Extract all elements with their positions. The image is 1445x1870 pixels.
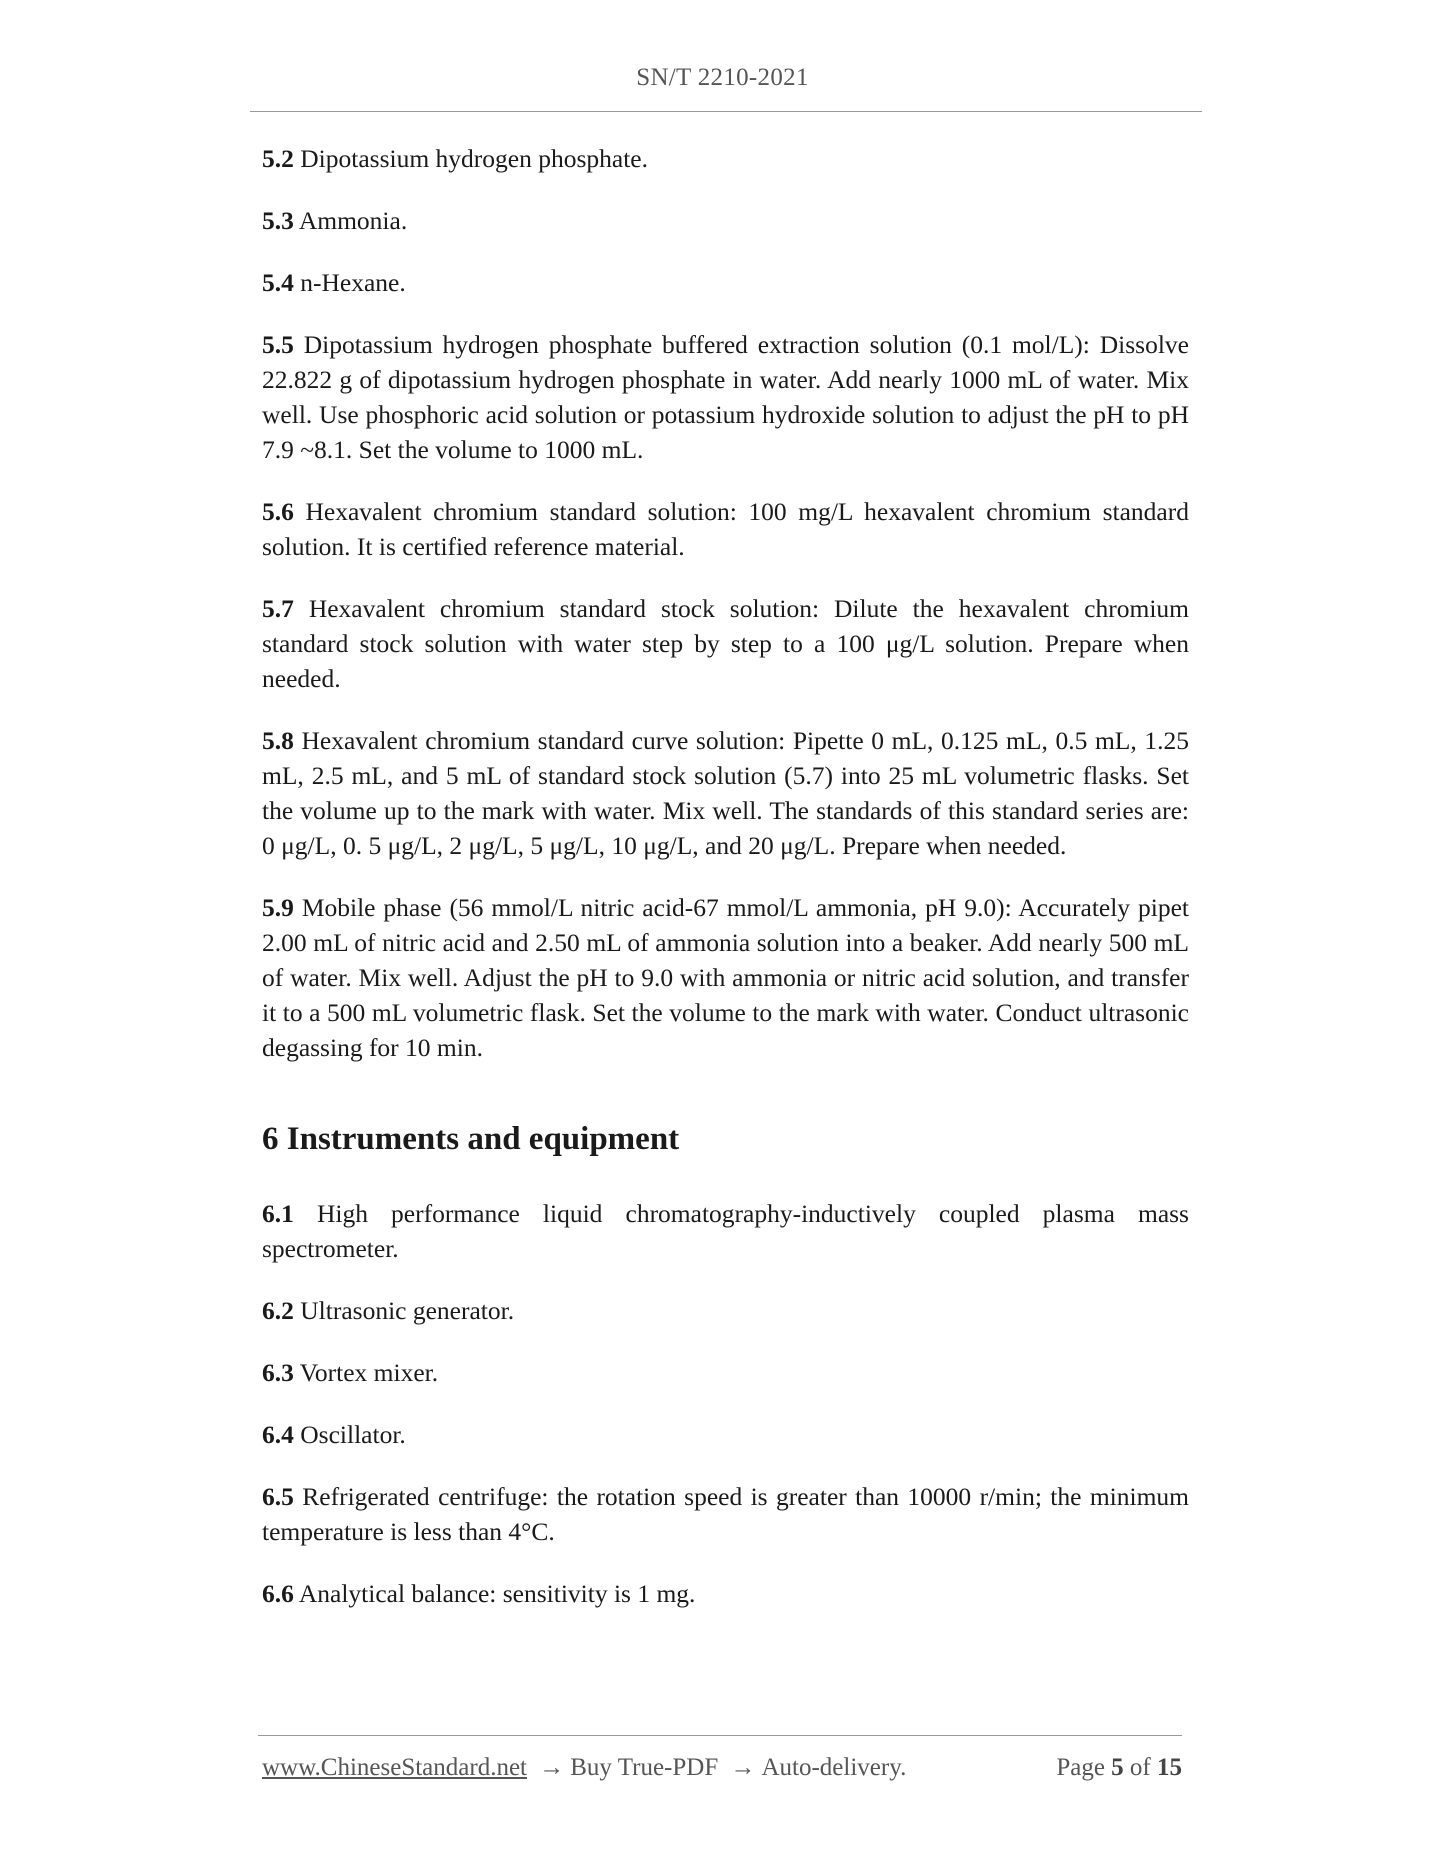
clause-number: 6.4 (262, 1420, 294, 1449)
clause-number: 5.6 (262, 497, 294, 526)
clause-text: Analytical balance: sensitivity is 1 mg. (293, 1579, 696, 1608)
clause-text: Refrigerated centrifuge: the rotation speed is greater than 10000 r/min; the minimum temperature is less than 4°C. (262, 1482, 1189, 1546)
clause-number: 6.3 (262, 1358, 294, 1387)
clause-number: 6.2 (262, 1296, 294, 1325)
arrow-right-icon: → (539, 1754, 565, 1781)
clause-text: Vortex mixer. (293, 1358, 439, 1387)
clause-number: 6.6 (262, 1579, 294, 1608)
clause-number: 5.4 (262, 268, 294, 297)
clause-5-4 (262, 265, 1189, 300)
clause-text: Oscillator. (293, 1420, 406, 1449)
clause-5-5 (262, 327, 1189, 467)
clause-text: Ultrasonic generator. (293, 1296, 515, 1325)
clause-5-6 (262, 494, 1189, 564)
clause-number: 5.2 (262, 144, 294, 173)
clause-text: n-Hexane. (293, 268, 406, 297)
page-label: Page (1056, 1754, 1105, 1781)
clause-text: Dipotassium hydrogen phosphate. (293, 144, 648, 173)
clause-5-7 (262, 591, 1189, 696)
clause-text: Hexavalent chromium standard curve solution: Pipette 0 mL, 0.125 mL, 0.5 mL, 1.25 mL, 2.5 mL, and 5 mL of standard stock solution (5.7) into 25 mL volumetric flasks. Set the volume up to the mark with water. Mix well. The standards of this standard series are: 0 μg/L, 0. 5 μg/L, 2 μg/L, 5 μg/L, 10 μg/L, and 20 μg/L. Prepare when needed. (262, 726, 1189, 860)
clause-number: 6.5 (262, 1482, 294, 1511)
footer-divider (258, 1735, 1182, 1736)
buy-pdf-text: Buy True-PDF (570, 1754, 719, 1781)
clause-5-9 (262, 890, 1189, 1065)
arrow-right-icon: → (730, 1754, 756, 1781)
clause-text: Hexavalent chromium standard stock solution: Dilute the hexavalent chromium standard stock solution with water step by step to a 100 μg/L solution. Prepare when needed. (262, 594, 1189, 693)
header-divider (250, 111, 1202, 112)
clause-6-1 (262, 1196, 1189, 1266)
clause-text: Dipotassium hydrogen phosphate buffered extraction solution (0.1 mol/L): Dissolve 22.822 g of dipotassium hydrogen phosphate in water. Add nearly 1000 mL of water. Mix well. Use phosphoric acid solution or potassium hydroxide solution to adjust the pH to pH 7.9 ~8.1. Set the volume to 1000 mL. (262, 330, 1189, 464)
clause-number: 5.7 (262, 594, 294, 623)
clause-number: 5.5 (262, 330, 294, 359)
website-link[interactable]: www.ChineseStandard.net (262, 1754, 527, 1781)
clause-number: 5.3 (262, 206, 294, 235)
section-heading: 6 Instruments and equipment (262, 1121, 680, 1157)
page-total: 15 (1157, 1754, 1182, 1781)
clause-5-2 (262, 141, 1189, 176)
clause-6-6 (262, 1576, 1189, 1611)
clause-number: 5.9 (262, 893, 294, 922)
page-of-label: of (1129, 1754, 1151, 1781)
footer-promo (262, 1754, 906, 1782)
auto-delivery-text: Auto-delivery. (761, 1754, 907, 1781)
clause-text: Ammonia. (293, 206, 408, 235)
page-indicator (1056, 1754, 1182, 1782)
clause-number: 6.1 (262, 1199, 294, 1228)
clause-text: Mobile phase (56 mmol/L nitric acid-67 mmol/L ammonia, pH 9.0): Accurately pipet 2.00 mL of nitric acid and 2.50 mL of ammonia solution into a beaker. Add nearly 500 mL of water. Mix well. Adjust the pH to 9.0 with ammonia or nitric acid solution, and transfer it to a 500 mL volumetric flask. Set the volume to the mark with water. Conduct ultrasonic degassing for 10 min. (262, 893, 1189, 1062)
clause-6-5 (262, 1479, 1189, 1549)
page-header: SN/T 2210-2021 (636, 64, 809, 91)
page-content (262, 141, 1189, 1638)
page-footer (262, 1754, 1182, 1782)
clause-6-4 (262, 1417, 1189, 1452)
clause-5-3 (262, 203, 1189, 238)
clause-6-3 (262, 1355, 1189, 1390)
clause-6-2 (262, 1293, 1189, 1328)
clause-5-8 (262, 723, 1189, 863)
clause-text: High performance liquid chromatography-inductively coupled plasma mass spectrometer. (262, 1199, 1189, 1263)
page-current: 5 (1111, 1754, 1124, 1781)
clause-text: Hexavalent chromium standard solution: 100 mg/L hexavalent chromium standard solution. It is certified reference material. (262, 497, 1189, 561)
clause-number: 5.8 (262, 726, 294, 755)
